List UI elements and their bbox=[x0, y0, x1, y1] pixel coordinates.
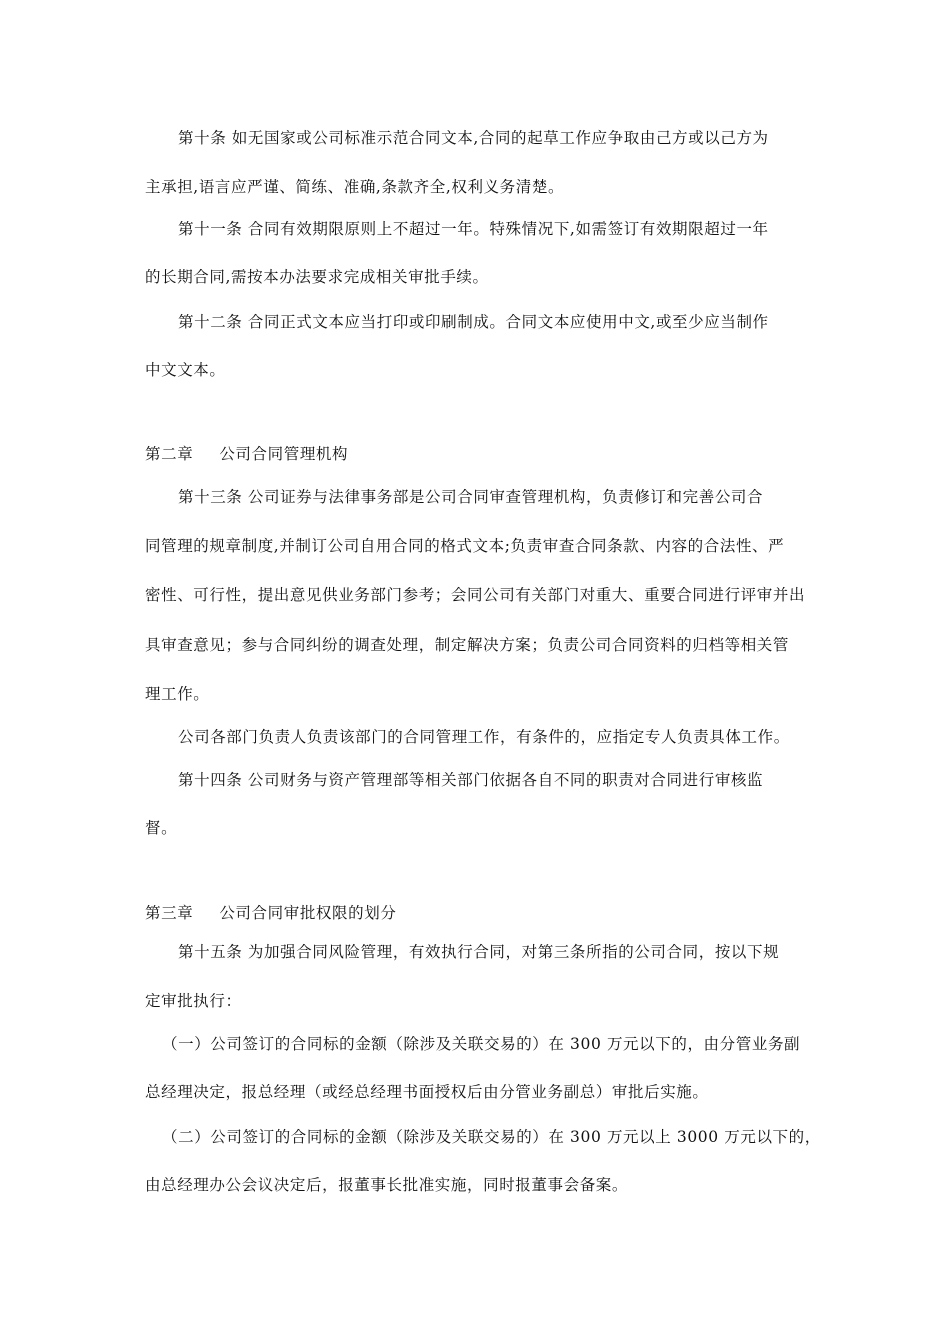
article-15-item-1-line-2: 总经理决定，报总经理（或经总经理书面授权后由分管业务副总）审批后实施。 bbox=[145, 1083, 709, 1101]
article-15-line-2: 定审批执行： bbox=[145, 992, 242, 1010]
article-12-line-1: 第十二条 合同正式文本应当打印或印刷制成。合同文本应使用中文,或至少应当制作 bbox=[178, 313, 769, 331]
chapter-3-title: 公司合同审批权限的划分 bbox=[219, 904, 397, 922]
article-14-line-2: 督。 bbox=[145, 819, 178, 837]
article-13-line-2: 同管理的规章制度,并制订公司自用合同的格式文本;负责审查合同条款、内容的合法性、严 bbox=[145, 537, 785, 555]
article-15-item-1-line-1: （一）公司签订的合同标的金额（除涉及关联交易的）在 300 万元以下的，由分管业务副 bbox=[162, 1035, 801, 1053]
chapter-3-number: 第三章 bbox=[145, 904, 194, 922]
article-11-line-2: 的长期合同,需按本办法要求完成相关审批手续。 bbox=[145, 268, 489, 286]
article-13-line-5: 理工作。 bbox=[145, 685, 210, 703]
article-15-item-2-line-1: （二）公司签订的合同标的金额（除涉及关联交易的）在 300 万元以上 3000 万元以下的， bbox=[162, 1128, 821, 1146]
chapter-3-heading bbox=[145, 903, 825, 923]
chapter-2-title: 公司合同管理机构 bbox=[219, 445, 349, 463]
chapter-2-heading bbox=[145, 444, 825, 464]
article-15-item-2-line-2: 由总经理办公会议决定后，报董事长批准实施，同时报董事会备案。 bbox=[145, 1176, 629, 1194]
department-responsibility-line: 公司各部门负责人负责该部门的合同管理工作，有条件的，应指定专人负责具体工作。 bbox=[178, 728, 790, 746]
chapter-2-number: 第二章 bbox=[145, 445, 194, 463]
article-12-line-2: 中文文本。 bbox=[145, 361, 226, 379]
article-10-line-2: 主承担,语言应严谨、简练、准确,条款齐全,权利义务清楚。 bbox=[145, 178, 565, 196]
article-13-line-4: 具审查意见；参与合同纠纷的调查处理，制定解决方案；负责公司合同资料的归档等相关管 bbox=[145, 636, 790, 654]
article-13-line-3: 密性、可行性，提出意见供业务部门参考；会同公司有关部门对重大、重要合同进行评审并出 bbox=[145, 586, 806, 604]
article-15-line-1: 第十五条 为加强合同风险管理，有效执行合同，对第三条所指的公司合同，按以下规 bbox=[178, 943, 780, 961]
article-13-line-1: 第十三条 公司证券与法律事务部是公司合同审查管理机构，负责修订和完善公司合 bbox=[178, 488, 764, 506]
article-10-line-1: 第十条 如无国家或公司标准示范合同文本,合同的起草工作应争取由己方或以己方为 bbox=[178, 129, 769, 147]
article-14-line-1: 第十四条 公司财务与资产管理部等相关部门依据各自不同的职责对合同进行审核监 bbox=[178, 771, 764, 789]
article-11-line-1: 第十一条 合同有效期限原则上不超过一年。特殊情况下,如需签订有效期限超过一年 bbox=[178, 220, 769, 238]
